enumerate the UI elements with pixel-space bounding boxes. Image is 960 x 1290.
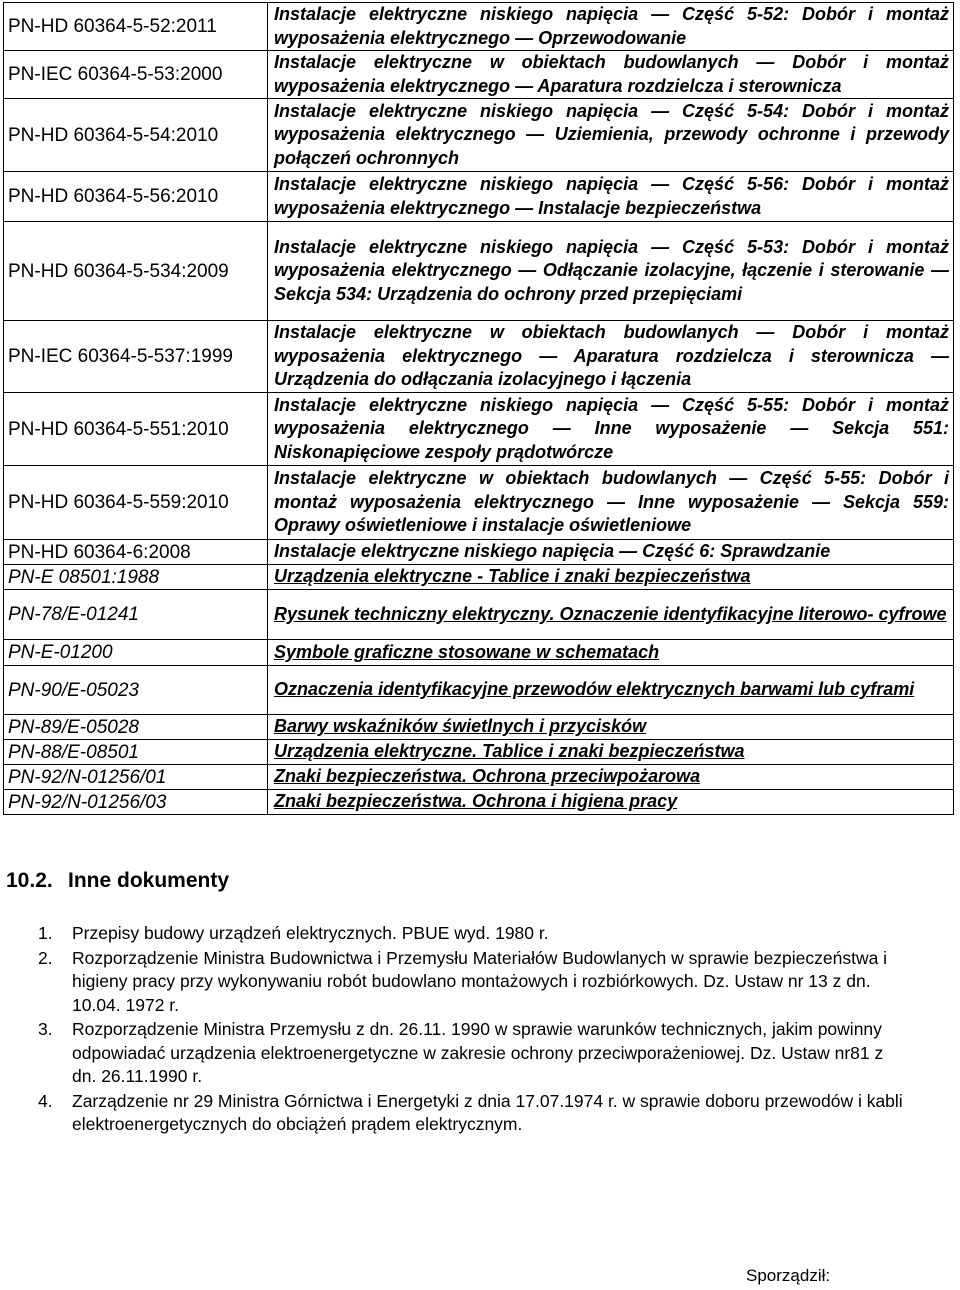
- standard-code: PN-HD 60364-5-56:2010: [4, 172, 268, 222]
- list-text: Rozporządzenie Ministra Budownictwa i Przemysłu Materiałów Budowlanych w sprawie bezpieczeństwa i higieny pracy przy wykonywaniu robót budowlano montażowych i rozbiórkowych. Dz. Ustaw nr 13 z dn. 10.04. 1972 r.: [72, 947, 888, 1015]
- section-title: Inne dokumenty: [68, 869, 230, 892]
- table-row: [4, 99, 954, 172]
- standard-title: Instalacje elektryczne niskiego napięcia — Część 5-53: Dobór i montaż wyposażenia elektrycznego — Odłączanie izolacyjne, łączenie i sterowanie — Sekcja 534: Urządzenia do ochrony przed przepięciami: [268, 222, 954, 321]
- standard-title: Instalacje elektryczne w obiektach budowlanych — Dobór i montaż wyposażenia elektrycznego — Aparatura rozdzielcza i sterownicza: [268, 51, 954, 99]
- standard-title: Instalacje elektryczne niskiego napięcia — Część 5-55: Dobór i montaż wyposażenia elektrycznego — Inne wyposażenie — Sekcja 551: Niskonapięciowe zespoły prądotwórcze: [268, 393, 954, 466]
- list-text: Zarządzenie nr 29 Ministra Górnictwa i Energetyki z dnia 17.07.1974 r. w sprawie doboru przewodów i kabli elektroenergetycznych do obciążeń prądem elektrycznym.: [72, 1090, 903, 1134]
- list-item: [28, 947, 908, 1018]
- table-row: [4, 590, 954, 640]
- list-text: Rozporządzenie Ministra Przemysłu z dn. 26.11. 1990 w sprawie warunków technicznych, jakim powinny odpowiadać urządzenia elektroenergetyczne w zakresie ochrony przeciwporażeniowej. Dz. Ustaw nr81 z dn. 26.11.1990 r.: [72, 1019, 884, 1086]
- standard-title: Rysunek techniczny elektryczny. Oznaczenie identyfikacyjne literowo- cyfrowe: [268, 590, 954, 640]
- table-row: [4, 765, 954, 790]
- standard-code: PN-IEC 60364-5-53:2000: [4, 51, 268, 99]
- standard-code: PN-90/E-05023: [4, 666, 268, 715]
- section-number: 10.2.: [6, 869, 53, 892]
- standard-code: PN-HD 60364-5-559:2010: [4, 466, 268, 540]
- standard-title: Instalacje elektryczne niskiego napięcia — Część 6: Sprawdzanie: [268, 540, 954, 565]
- standard-title: Instalacje elektryczne w obiektach budowlanych — Część 5-55: Dobór i montaż wyposażenia elektrycznego — Inne wyposażenie — Sekcja 559: Oprawy oświetleniowe i instalacje oświetleniowe: [268, 466, 954, 540]
- table-row: [4, 3, 954, 51]
- standard-title: Instalacje elektryczne w obiektach budowlanych — Dobór i montaż wyposażenia elektrycznego — Aparatura rozdzielcza i sterownicza — Urządzenia do odłączania izolacyjnego i łączenia: [268, 321, 954, 393]
- standard-code: PN-78/E-01241: [4, 590, 268, 640]
- table-row: [4, 466, 954, 540]
- list-number: 4.: [38, 1090, 53, 1111]
- table-row: [4, 565, 954, 590]
- table-row: [4, 540, 954, 565]
- standards-table: [3, 2, 954, 815]
- section-heading: [6, 869, 229, 893]
- list-item: [28, 922, 908, 946]
- list-number: 3.: [38, 1019, 53, 1039]
- standard-code: PN-E 08501:1988: [4, 565, 268, 590]
- list-text: Przepisy budowy urządzeń elektrycznych. PBUE wyd. 1980 r.: [72, 923, 549, 943]
- standard-code: PN-92/N-01256/03: [4, 790, 268, 815]
- standard-title: Urządzenia elektryczne - Tablice i znaki bezpieczeństwa: [268, 565, 954, 590]
- standard-title: Urządzenia elektryczne. Tablice i znaki bezpieczeństwa: [268, 740, 954, 765]
- table-row: [4, 740, 954, 765]
- table-row: [4, 172, 954, 222]
- standard-title: Znaki bezpieczeństwa. Ochrona przeciwpożarowa: [268, 765, 954, 790]
- table-row: [4, 640, 954, 666]
- standard-title: Znaki bezpieczeństwa. Ochrona i higiena pracy: [268, 790, 954, 815]
- table-row: [4, 666, 954, 715]
- standard-code: PN-HD 60364-5-551:2010: [4, 393, 268, 466]
- standard-title: Instalacje elektryczne niskiego napięcia — Część 5-54: Dobór i montaż wyposażenia elektrycznego — Uziemienia, przewody ochronne i przewody połączeń ochronnych: [268, 99, 954, 172]
- standard-code: PN-HD 60364-5-534:2009: [4, 222, 268, 321]
- standard-code: PN-89/E-05028: [4, 715, 268, 740]
- table-row: [4, 715, 954, 740]
- standard-title: Barwy wskaźników świetlnych i przycisków: [268, 715, 954, 740]
- table-row: [4, 222, 954, 321]
- standard-title: Symbole graficzne stosowane w schematach: [268, 640, 954, 666]
- table-row: [4, 790, 954, 815]
- standard-code: PN-IEC 60364-5-537:1999: [4, 321, 268, 393]
- standard-code: PN-HD 60364-5-52:2011: [4, 3, 268, 51]
- standard-code: PN-92/N-01256/01: [4, 765, 268, 790]
- standard-code: PN-HD 60364-5-54:2010: [4, 99, 268, 172]
- list-item: [28, 1018, 908, 1089]
- standard-title: Oznaczenia identyfikacyjne przewodów elektrycznych barwami lub cyframi: [268, 666, 954, 715]
- standard-code: PN-88/E-08501: [4, 740, 268, 765]
- standard-code: PN-E-01200: [4, 640, 268, 666]
- list-number: 2.: [38, 947, 53, 968]
- signed-label: Sporządził:: [746, 1266, 831, 1285]
- list-number: 1.: [38, 923, 53, 943]
- list-item: [28, 1090, 908, 1137]
- documents-list: [28, 922, 908, 1137]
- table-row: [4, 321, 954, 393]
- standard-title: Instalacje elektryczne niskiego napięcia — Część 5-56: Dobór i montaż wyposażenia elektrycznego — Instalacje bezpieczeństwa: [268, 172, 954, 222]
- table-row: [4, 393, 954, 466]
- standard-code: PN-HD 60364-6:2008: [4, 540, 268, 565]
- table-row: [4, 51, 954, 99]
- standard-title: Instalacje elektryczne niskiego napięcia — Część 5-52: Dobór i montaż wyposażenia elektrycznego — Oprzewodowanie: [268, 3, 954, 51]
